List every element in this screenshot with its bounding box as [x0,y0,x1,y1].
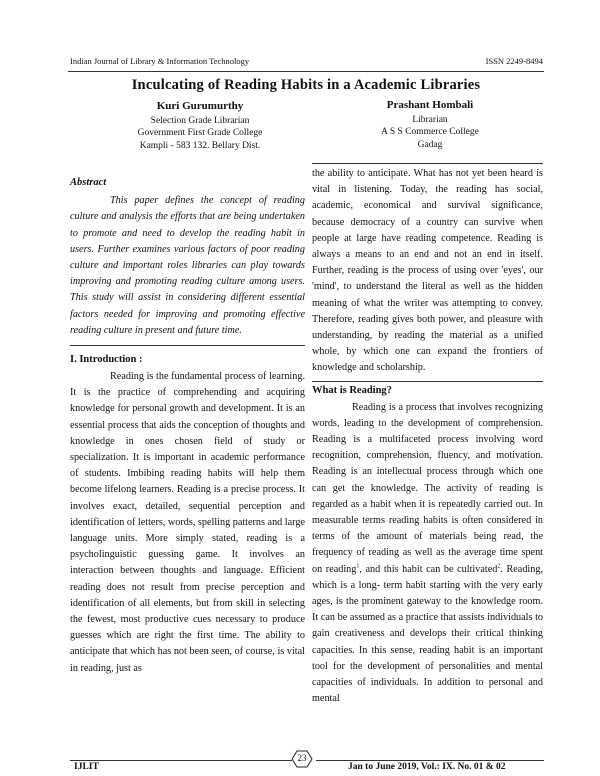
author-affiliation-line: Selection Grade Librarian [150,116,250,127]
text-part: . Reading, which is a long- term habit starting with the very early ages, is the prominent gateway to the knowledge room. It can be assumed as a practice that assists individuals to gain creativeness and develops their critical thinking capacities. In this sense, reading habit is an important tool for the development of personalities and mental capacities of individuals. In addition to personal and mental [312,563,543,705]
continued-paragraph: the ability to anticipate. What has not yet been heard is vital in listening. Today, the reading has social, academic, economical and survival significance, because democracy of a country can survive when people at large have reading competence. Reading is always a means to an end and not an end in itself. Further, reading is the process of using over 'eyes', our 'mind', to understand the literal as well as the hidden meaning of what the writer was attempting to convey. Therefore, reading gives both power, and pleasure with understanding, by reading the material as a unified whole, by which one can expand the frontiers of knowledge and scholarship. [312,168,543,374]
author-affiliation-line: Gadag [417,139,443,150]
page-number-badge [291,750,313,768]
abstract-section [70,175,305,346]
footer-rule-right [316,760,544,761]
section-rule [312,381,543,382]
footnote-ref[interactable]: 2 [497,563,501,570]
introduction-heading: I. Introduction : [70,354,143,366]
author-block-2 [330,99,530,151]
paper-title: Inculcating of Reading Habits in a Academic Libraries [131,77,481,93]
left-column [70,175,305,677]
introduction-text: Reading is the fundamental process of learning. It is the practice of comprehending and acquiring knowledge for personal growth and development. It is an essential process that aids the conception of thoughts and knowledge in ones chosen field of study or specialization. It is important in academic performance of students. Imbibing reading habits will help them become lifelong learners. Reading is a precise process. It involves exact, detailed, sequential perception and identification of letters, words, spelling patterns and large language units. More simply stated, reading is a psycholinguistic guessing game. It involves an interaction between thoughts and language. Efficient reading does not result from precise perception and identification of all elements, but from skill in selecting the fewest, most productive cues necessary to produce guesses which are right the first time. The ability to anticipate that which has not been seen, of course, is vital in reading, just as [70,371,305,674]
footer-rule-left [70,760,292,761]
text-part: Reading is a process that involves recognizing words, leading to the development of comprehension. Reading is a multifaceted process involving word recognition, comprehension, fluency, and motivation. Reading is an intellectual process through which one can get the knowledge. The activity of reading is regarded as a habit when it is repeatedly carried out. In measurable terms reading habits is often considered in terms of the amount of materials being read, the frequency of reading as well as the average time spent on reading [312,401,543,575]
what-is-reading-text [312,400,543,708]
footer-issue-info: Jan to June 2019, Vol.: IX. No. 01 & 02 [348,762,506,772]
abstract-heading: Abstract [70,177,107,188]
author-affiliation-line: Librarian [412,115,448,126]
page-number: 23 [297,753,307,763]
column-top-rule [312,163,543,164]
right-column [312,161,543,708]
footnote-ref[interactable]: 1 [356,563,360,570]
what-is-reading-heading: What is Reading? [312,384,392,396]
header-rule [68,71,544,72]
footer-journal-abbr: IJLIT [74,762,99,772]
author-name: Prashant Hombali [386,99,474,111]
author-affiliation-line: A S S Commerce College [381,127,479,138]
issn-number: ISSN 2249-8494 [485,56,543,66]
journal-name: Indian Journal of Library & Information Technology [70,56,250,66]
author-affiliation-line: Kampli - 583 132. Bellary Dist. [139,140,261,151]
abstract-text: This paper defines the concept of reading culture and analysis the efforts that are being undertaken to promote and need to develop the reading habit in users. Further examines various factors of poor reading culture and important roles libraries can play towards improving and promoting reading culture among users. This study will assist in considering different essential factors needed for improving and promoting effective reading culture in present and future time. [70,195,305,336]
text-part: , and this habit can be cultivated [359,563,498,575]
author-block-1 [100,100,300,152]
author-affiliation-line: Government First Grade College [137,128,263,139]
author-name: Kuri Gurumurthy [156,100,244,112]
